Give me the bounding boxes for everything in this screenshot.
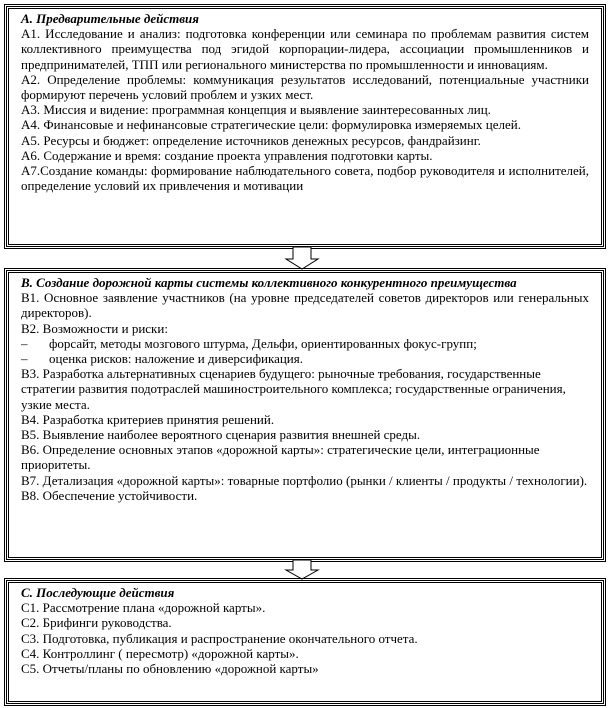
- section-b-subitem: [21, 336, 589, 351]
- section-c-item-c1: С1. Рассмотрение плана «дорожной карты».: [21, 600, 266, 616]
- down-arrow-icon: [284, 560, 320, 580]
- section-b-item-b3: В3. Разработка альтернативных сценариев будущего: рыночные требования, государственные стратегии развития подотраслей машиностроительного комплекса; государственные ограничения, узкие места.: [21, 366, 566, 412]
- dash-marker: –: [21, 335, 28, 351]
- section-a-item-a4: А4. Финансовые и нефинансовые стратегические цели: формулировка измеряемых целей.: [21, 117, 521, 133]
- section-a-item-a2: А2. Определение проблемы: коммуникация результатов исследований, потенциальные участники формируют перечень условий проблем и узких мест.: [21, 71, 589, 103]
- section-c-item-c2: С2. Брифинги руководства.: [21, 615, 172, 631]
- section-b-item-b8: В8. Обеспечение устойчивости.: [21, 487, 198, 503]
- section-b-item-b6: В6. Определение основных этапов «дорожной карты»: стратегические цели, интеграционные приоритеты.: [21, 442, 540, 473]
- section-b-item-b1: В1. Основное заявление участников (на уровне председателей советов директоров или генеральных директоров).: [21, 290, 589, 321]
- section-a-item-a5: А5. Ресурсы и бюджет: определение источников денежных ресурсов, фандрайзинг.: [21, 132, 481, 148]
- section-b-item-b5: В5. Выявление наиболее вероятного сценария развития внешней среды.: [21, 427, 421, 443]
- section-b-box: [6, 270, 604, 560]
- section-b-subitem-text: форсайт, методы мозгового штурма, Дельфи, ориентированных фокус-групп;: [49, 335, 477, 351]
- section-b-title: В. Создание дорожной карты системы коллективного конкурентного преимущества: [21, 275, 517, 290]
- section-b-subitem: [21, 351, 589, 366]
- section-c-item-c3: С3. Подготовка, публикация и распространение окончательного отчета.: [21, 630, 418, 646]
- section-b-subitem-text: оценка рисков: наложение и диверсификация.: [49, 351, 303, 367]
- section-a-item-a1: А1. Исследование и анализ: подготовка конференции или семинара по проблемам развития систем коллективного преимущества под эгидой корпорации-лидера, ассоциации промышленников и предпринимателей, ТПП или регионального министерства по промышленности и инновациям.: [21, 26, 589, 72]
- section-c-item-c5: С5. Отчеты/планы по обновлению «дорожной карты»: [21, 661, 319, 677]
- section-b-item-b4: В4. Разработка критериев принятия решений.: [21, 411, 275, 427]
- down-arrow-icon: [284, 247, 320, 270]
- section-c-item-c4: С4. Контроллинг ( пересмотр) «дорожной карты».: [21, 645, 299, 661]
- section-a-title: А. Предварительные действия: [21, 11, 199, 26]
- section-b-item-b2: В2. Возможности и риски:: [21, 320, 168, 336]
- section-c-box: [6, 580, 604, 704]
- section-b-item-b7: В7. Детализация «дорожной карты»: товарные портфолио (рынки / клиенты / продукты / технологии).: [21, 472, 588, 488]
- section-a-item-a7: А7.Создание команды: формирование наблюдательного совета, подбор руководителя и исполнителей, определение условий их привлечения и мотивации: [21, 163, 589, 194]
- section-a-item-a3: А3. Миссия и видение: программная концепция и выявление заинтересованных лиц.: [21, 102, 491, 118]
- dash-marker: –: [21, 351, 28, 367]
- section-a-box: [6, 6, 604, 247]
- section-c-title: С. Последующие действия: [21, 585, 175, 600]
- section-a-item-a6: А6. Содержание и время: создание проекта управления подготовки карты.: [21, 147, 433, 163]
